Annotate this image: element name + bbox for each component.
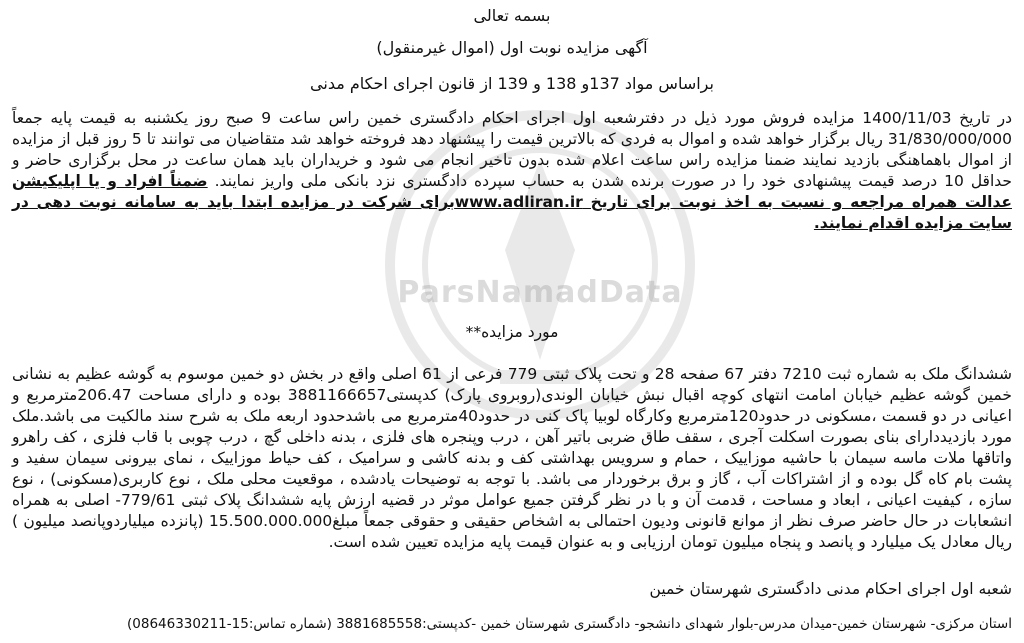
auction-subject-heading: مورد مزایده** bbox=[465, 323, 559, 341]
issuer-signature: شعبه اول اجرای احکام مدنی دادگستری شهرستان خمین bbox=[649, 580, 1012, 598]
intro-text: در تاریخ 1400/11/03 مزایده فروش مورد ذیل در دفترشعبه اول اجرای احکام دادگستری خمین راس ساعت 9 صبح روز یکشنبه به قیمت پایه جمعاً 31/830/000/000 ریال برگزار خواهد شده و اموال به فردی که بالاترین قیمت را پیشنهاد دهد فروخته خواهد شد متقاضیان می توانند تا 5 روز قبل از مزایده از اموال باهماهنگی بازدید نمایند ضمنا مزایده راس ساعت اعلام شده بدون تاخیر انجام می شود و خریداران باید همان ساعت در محل برگزاری حاضر و حداقل 10 درصد قیمت پیشنهادی خود را در صورت برنده شدن به حساب سپرده دادگستری نزد بانکی ملی واریز نمایند. bbox=[12, 109, 1013, 190]
intro-paragraph bbox=[12, 108, 1012, 234]
watermark-text: ParsNamadData bbox=[397, 275, 683, 310]
header-title: آگهی مزایده نوبت اول (اموال غیرمنقول) bbox=[376, 38, 648, 57]
header-basmala: بسمه تعالی bbox=[473, 6, 551, 25]
address-footer: استان مرکزی- شهرستان خمین-میدان مدرس-بلوار شهدای دانشجو- دادگستری شهرستان خمین -کدپستی:3881685558 (شماره تماس:15-08646330211) bbox=[126, 616, 1012, 632]
intro-bold-notice: ضمناً افراد و یا اپلیکیشن عدالت همراه مراجعه و نسبت به اخذ نوبت برای تاریخ www.adliran.irبرای شرکت در مزایده ابتدا باید به سامانه نوبت دهی در سایت مزایده اقدام نمایند. bbox=[12, 172, 1012, 232]
property-description: ششدانگ ملک به شماره ثبت 7210 دفتر 67 صفحه 28 و تحت پلاک ثبتی 779 فرعی از 61 اصلی واقع در بخش دو خمین موسوم به گوشه عظیم به نشانی خمین گوشه عظیم خیابان امامت انتهای کوچه اقبال نبش خیابان الوندی(روبروی پارک) کدپستی3881166657 بوده و دارای مساحت 206.47مترمربع و اعیانی در دو قسمت ،مسکونی در حدود120مترمربع وکارگاه لوبیا پاک کنی در حدود40مترمربع می باشدحدود اربعه ملک به شرح سند مالکیت می باشد.ملک مورد بازدیددارای بنای بصورت اسکلت آجری ، سقف طاق ضربی باتیر آهن ، درب وپنجره های فلزی ، بدنه داخلی گچ ، درب چوبی با قاب فلزی ، کف راهرو واتاقها ملات ماسه سیمان با حاشیه موزاییک ، حمام و سرویس بهداشتی کف و بدنه کاشی و سرامیک ، کف حیاط موزاییک ، نمای بیرونی سیمان سفید و پشت بام کاه گل بوده و از اشتراکات آب ، گاز و برق برخوردار می باشد. با توجه به توضیحات یادشده ، موقعیت محلی ملک ، نوع کاربری(مسکونی) ، نوع سازه ، کیفیت اعیانی ، ابعاد و مساحت ، قدمت آن و با در نظر گرفتن جمیع عوامل موثر در قضیه ارزش پایه ششدانگ پلاک ثبتی 779/61- اصلی به همراه انشعابات در حال حاضر صرف نظر از موانع قانونی ودیون احتمالی به اشخاص حقیقی و حقوقی جمعاً مبلغ15.500.000.000 (پانزده میلیاردوپانصد میلیون ) ریال معادل یک میلیارد و پانصد و پنجاه میلیون تومان ارزیابی و به عنوان قیمت پایه مزایده تعیین شده است. bbox=[12, 365, 1012, 551]
header-legal-basis: براساس مواد 137و 138 و 139 از قانون اجرای احکام مدنی bbox=[310, 74, 714, 93]
